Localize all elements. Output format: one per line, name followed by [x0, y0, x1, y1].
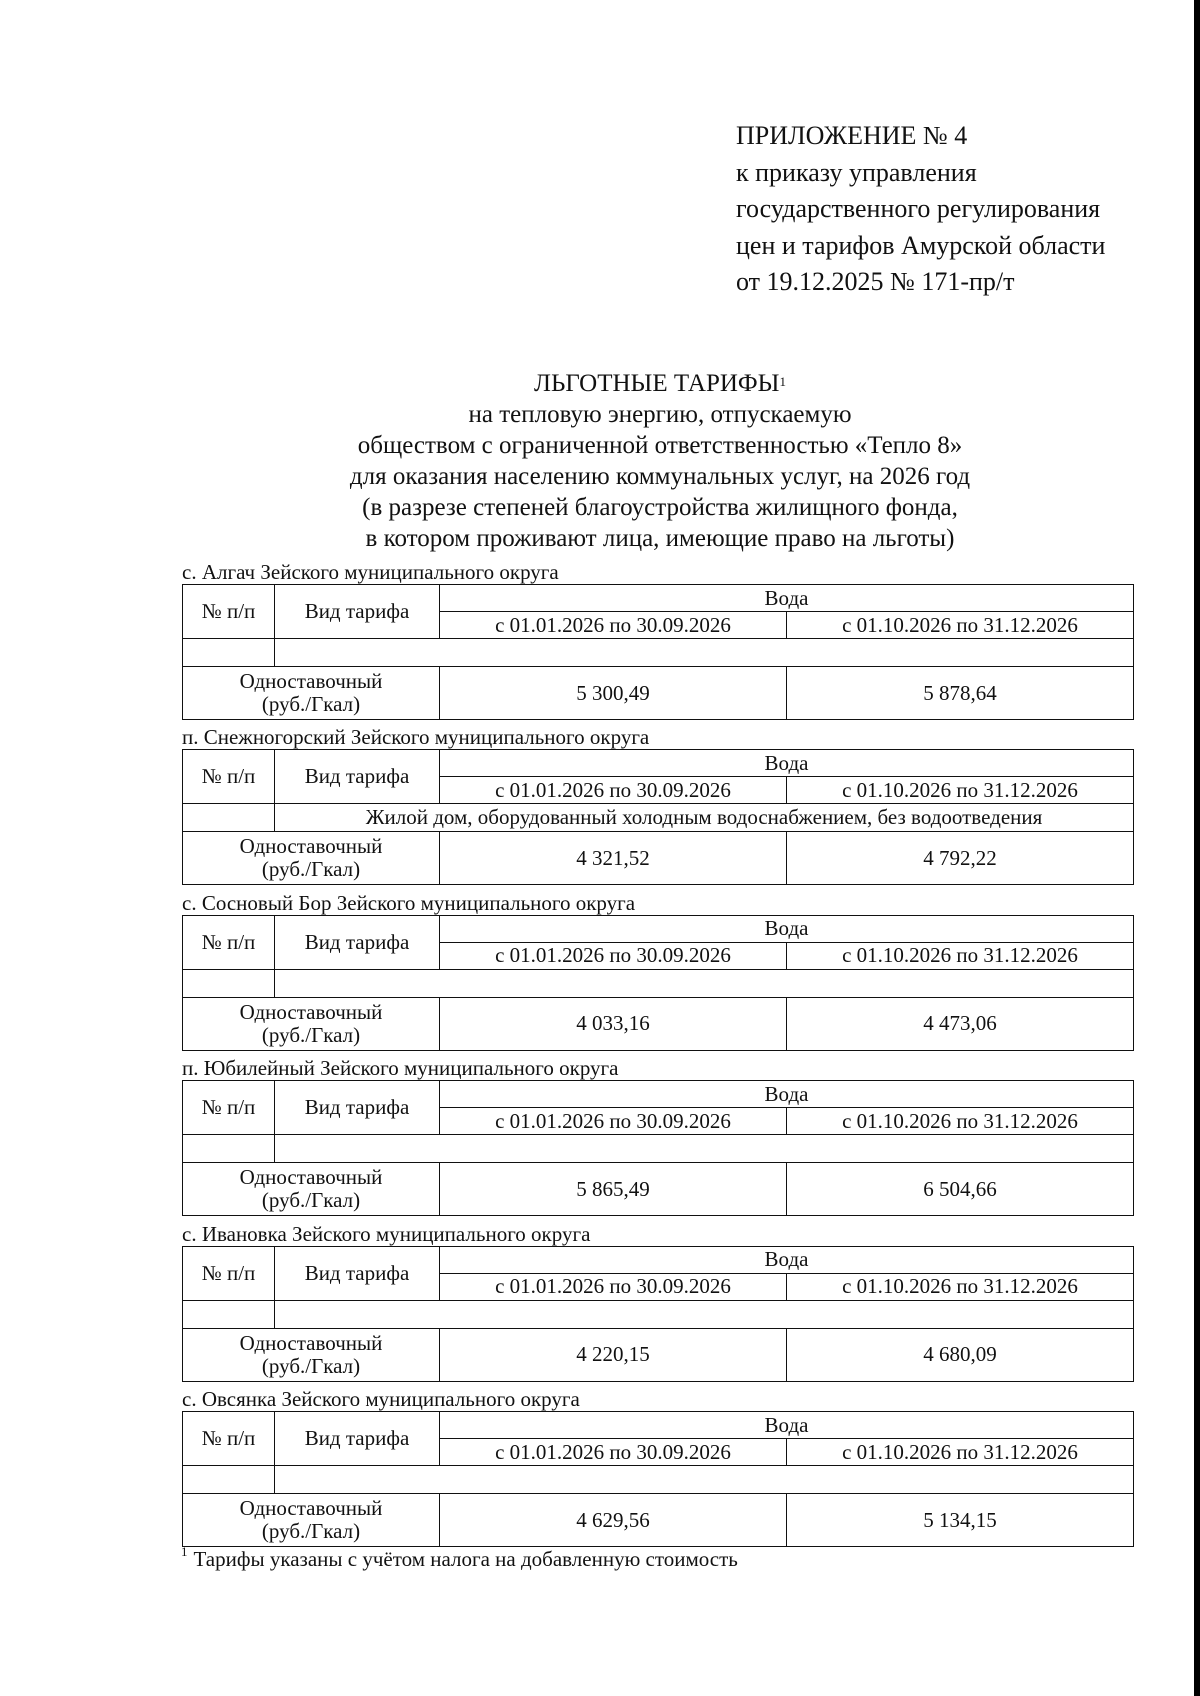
header-period-1: с 01.01.2026 по 30.09.2026 — [440, 612, 787, 639]
appendix-number: ПРИЛОЖЕНИЕ № 4 — [736, 121, 968, 150]
header-period-2: с 01.10.2026 по 31.12.2026 — [787, 612, 1134, 639]
header-tariff-type: Вид тарифа — [275, 1412, 440, 1466]
header-tariff-type: Вид тарифа — [275, 1081, 440, 1135]
tariff-section — [182, 725, 1133, 885]
footnote — [181, 1544, 738, 1572]
tariff-section — [182, 890, 1133, 1051]
tariff-type-label: Одноставочный (руб./Гкал) — [239, 834, 383, 882]
header-period-2: с 01.10.2026 по 31.12.2026 — [787, 1439, 1134, 1466]
tariff-table — [182, 1411, 1134, 1547]
header-water: Вода — [440, 750, 1134, 777]
title-line: в котором проживают лица, имеющие право на льготы) — [365, 525, 955, 552]
header-row — [183, 1412, 1134, 1439]
tariff-type-label: Одноставочный (руб./Гкал) — [239, 999, 383, 1047]
tariff-value-period-1: 4 220,15 — [440, 1328, 787, 1381]
header-tariff-type: Вид тарифа — [275, 585, 440, 639]
header-period-1: с 01.01.2026 по 30.09.2026 — [440, 1439, 787, 1466]
header-num: № п/п — [183, 915, 275, 969]
tariff-type-cell — [183, 832, 440, 885]
empty-cell — [183, 639, 275, 667]
empty-cell — [183, 969, 275, 997]
empty-cell — [275, 1466, 1134, 1494]
header-row — [183, 915, 1134, 942]
header-period-2: с 01.10.2026 по 31.12.2026 — [787, 942, 1134, 969]
tariff-type-label: Одноставочный (руб./Гкал) — [239, 669, 383, 716]
empty-cell — [183, 1466, 275, 1494]
tariff-value-period-2: 5 878,64 — [787, 667, 1134, 720]
document-title — [200, 368, 1120, 554]
header-period-2: с 01.10.2026 по 31.12.2026 — [787, 1108, 1134, 1135]
category-row — [183, 1300, 1134, 1328]
tariff-table — [182, 915, 1134, 1051]
category-row — [183, 804, 1134, 832]
appendix-line: государственного регулирования — [736, 194, 1101, 223]
settlement-label: с. Овсянка Зейского муниципального округа — [182, 1387, 580, 1411]
empty-cell — [275, 639, 1134, 667]
empty-cell — [183, 1135, 275, 1163]
settlement-label: с. Сосновый Бор Зейского муниципального округа — [182, 890, 636, 915]
table-row — [183, 1494, 1134, 1547]
header-water: Вода — [440, 915, 1134, 942]
tariff-table — [182, 584, 1134, 720]
tariff-type-label: Одноставочный (руб./Гкал) — [239, 1165, 383, 1213]
empty-cell — [183, 804, 275, 832]
tariff-type-label: Одноставочный (руб./Гкал) — [239, 1496, 383, 1543]
header-num: № п/п — [183, 1246, 275, 1300]
tariff-value-period-2: 4 680,09 — [787, 1328, 1134, 1381]
table-row — [183, 1163, 1134, 1216]
tariff-section — [182, 1221, 1133, 1382]
scan-edge — [1194, 0, 1200, 1696]
header-row — [183, 750, 1134, 777]
tariff-value-period-1: 5 865,49 — [440, 1163, 787, 1216]
header-row — [183, 585, 1134, 612]
empty-cell — [275, 969, 1134, 997]
header-tariff-type: Вид тарифа — [275, 1246, 440, 1300]
tariff-section — [182, 1056, 1133, 1216]
title-line: на тепловую энергию, отпускаемую — [468, 401, 852, 428]
settlement-label: п. Снежногорский Зейского муниципального округа — [182, 725, 650, 750]
footnote-text: Тарифы указаны с учётом налога на добавленную стоимость — [193, 1547, 738, 1571]
category-row — [183, 1466, 1134, 1494]
header-period-1: с 01.01.2026 по 30.09.2026 — [440, 1108, 787, 1135]
header-period-2: с 01.10.2026 по 31.12.2026 — [787, 777, 1134, 804]
title-line: для оказания населению коммунальных услуг, на 2026 год — [349, 463, 971, 490]
header-period-1: с 01.01.2026 по 30.09.2026 — [440, 777, 787, 804]
category-row — [183, 639, 1134, 667]
tariff-type-cell — [183, 667, 440, 720]
empty-cell — [275, 1300, 1134, 1328]
settlement-label: с. Ивановка Зейского муниципального округа — [182, 1221, 591, 1246]
tariff-section — [182, 560, 1133, 720]
header-water: Вода — [440, 1081, 1134, 1108]
settlement-label: с. Алгач Зейского муниципального округа — [182, 560, 559, 584]
footnote-mark: 1 — [779, 374, 786, 389]
title-line: (в разрезе степеней благоустройства жилищного фонда, — [362, 494, 958, 521]
tariff-type-cell — [183, 1328, 440, 1381]
tariff-value-period-2: 4 473,06 — [787, 997, 1134, 1050]
title-line: обществом с ограниченной ответственностью «Тепло 8» — [357, 432, 963, 459]
tariff-value-period-1: 4 033,16 — [440, 997, 787, 1050]
header-num: № п/п — [183, 1412, 275, 1466]
header-water: Вода — [440, 1246, 1134, 1273]
header-row — [183, 1246, 1134, 1273]
tariff-value-period-2: 6 504,66 — [787, 1163, 1134, 1216]
title-heading: ЛЬГОТНЫЕ ТАРИФЫ — [534, 370, 780, 397]
table-row — [183, 997, 1134, 1050]
tariff-table — [182, 1080, 1134, 1216]
category-row — [183, 969, 1134, 997]
tariff-value-period-1: 4 321,52 — [440, 832, 787, 885]
appendix-order-date: от 19.12.2025 № 171-пр/т — [736, 267, 1015, 296]
settlement-label: п. Юбилейный Зейского муниципального округа — [182, 1056, 619, 1081]
tariff-type-cell — [183, 1494, 440, 1547]
tariff-type-label: Одноставочный (руб./Гкал) — [239, 1330, 383, 1378]
empty-cell — [275, 1135, 1134, 1163]
table-row — [183, 667, 1134, 720]
footnote-mark: 1 — [181, 1544, 188, 1559]
header-period-2: с 01.10.2026 по 31.12.2026 — [787, 1273, 1134, 1300]
appendix-block — [736, 118, 1105, 301]
tariff-table — [182, 749, 1134, 885]
table-row — [183, 832, 1134, 885]
tariff-type-cell — [183, 1163, 440, 1216]
header-num: № п/п — [183, 585, 275, 639]
header-period-1: с 01.01.2026 по 30.09.2026 — [440, 1273, 787, 1300]
appendix-line: цен и тарифов Амурской области — [736, 230, 1106, 260]
appendix-line: к приказу управления — [736, 157, 977, 187]
header-num: № п/п — [183, 750, 275, 804]
tariff-value-period-1: 4 629,56 — [440, 1494, 787, 1547]
tariff-section — [182, 1387, 1133, 1547]
tariff-value-period-1: 5 300,49 — [440, 667, 787, 720]
table-row — [183, 1328, 1134, 1381]
header-num: № п/п — [183, 1081, 275, 1135]
header-water: Вода — [440, 1412, 1134, 1439]
housing-category-cell: Жилой дом, оборудованный холодным водоснабжением, без водоотведения — [275, 804, 1134, 832]
header-tariff-type: Вид тарифа — [275, 915, 440, 969]
header-tariff-type: Вид тарифа — [275, 750, 440, 804]
header-row — [183, 1081, 1134, 1108]
header-water: Вода — [440, 585, 1134, 612]
tariff-value-period-2: 5 134,15 — [787, 1494, 1134, 1547]
tariff-type-cell — [183, 997, 440, 1050]
header-period-1: с 01.01.2026 по 30.09.2026 — [440, 942, 787, 969]
empty-cell — [183, 1300, 275, 1328]
tariff-value-period-2: 4 792,22 — [787, 832, 1134, 885]
tariff-table — [182, 1246, 1134, 1382]
category-row — [183, 1135, 1134, 1163]
